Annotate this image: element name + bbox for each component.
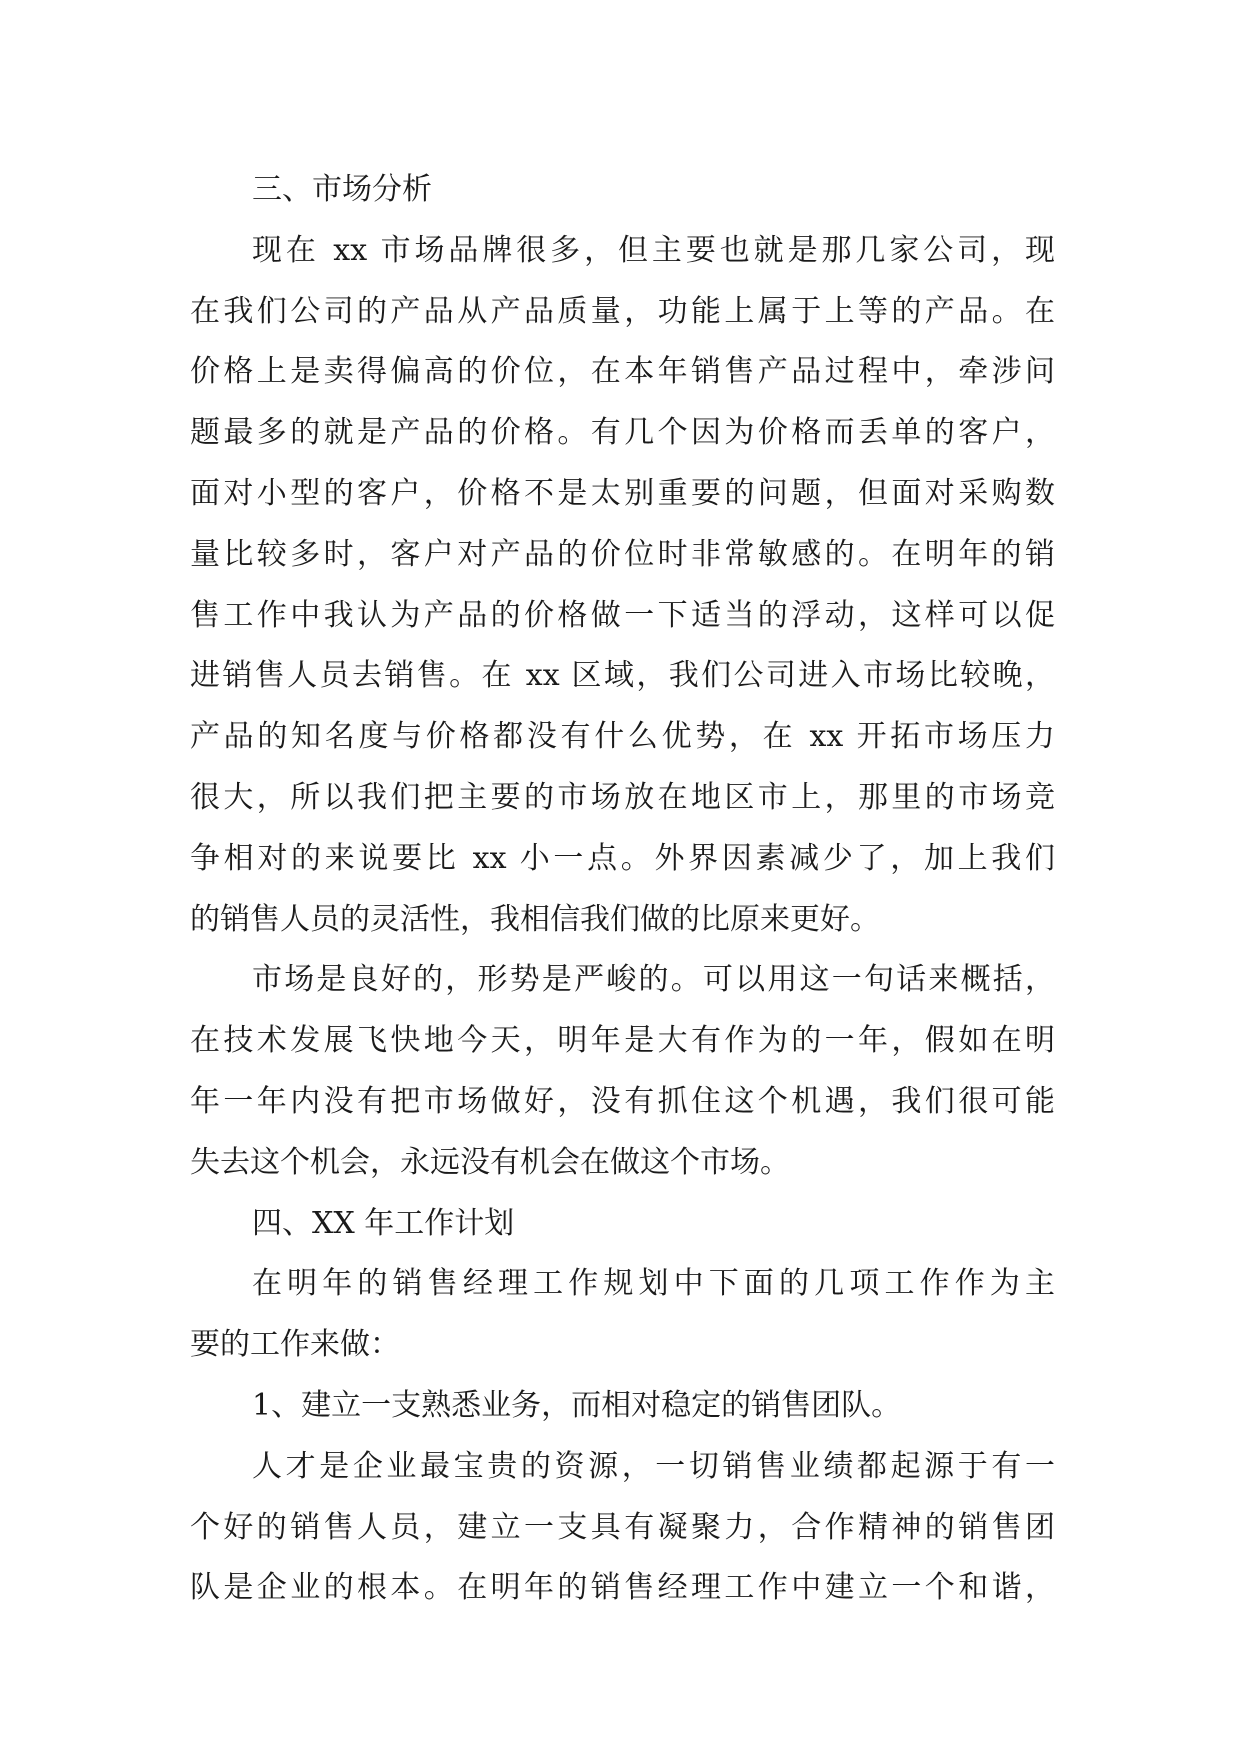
list-item-1: 1、建立一支熟悉业务，而相对稳定的销售团队。	[252, 1387, 902, 1423]
paragraph-line: 人才是企业最宝贵的资源，一切销售业绩都起源于有一	[252, 1448, 1055, 1484]
paragraph-line: 市场是良好的，形势是严峻的。可以用这一句话来概括，	[252, 962, 1055, 998]
paragraph-line: 在我们公司的产品从产品质量，功能上属于上等的产品。在	[190, 293, 1055, 329]
paragraph-line: 量比较多时，客户对产品的价位时非常敏感的。在明年的销	[190, 536, 1055, 572]
paragraph-line: 在明年的销售经理工作规划中下面的几项工作作为主	[252, 1266, 1055, 1302]
paragraph-line: 年一年内没有把市场做好，没有抓住这个机遇，我们很可能	[190, 1083, 1055, 1119]
paragraph-line: 个好的销售人员，建立一支具有凝聚力，合作精神的销售团	[190, 1509, 1055, 1545]
paragraph-line: 很大，所以我们把主要的市场放在地区市上，那里的市场竞	[190, 779, 1055, 815]
document-body	[190, 160, 1055, 1619]
paragraph-line: 售工作中我认为产品的价格做一下适当的浮动，这样可以促	[190, 597, 1055, 633]
paragraph-line: 争相对的来说要比 xx 小一点。外界因素减少了，加上我们	[190, 840, 1055, 876]
paragraph-line: 现在 xx 市场品牌很多，但主要也就是那几家公司，现	[252, 232, 1055, 268]
paragraph-line: 价格上是卖得偏高的价位，在本年销售产品过程中，牵涉问	[190, 354, 1055, 390]
paragraph-line: 失去这个机会，永远没有机会在做这个市场。	[190, 1144, 790, 1180]
paragraph-line: 面对小型的客户，价格不是太别重要的问题，但面对采购数	[190, 475, 1055, 511]
paragraph-line: 题最多的就是产品的价格。有几个因为价格而丢单的客户，	[190, 415, 1055, 451]
paragraph-line: 队是企业的根本。在明年的销售经理工作中建立一个和谐，	[190, 1570, 1055, 1606]
paragraph-line: 的销售人员的灵活性，我相信我们做的比原来更好。	[190, 901, 880, 937]
paragraph-line: 在技术发展飞快地今天，明年是大有作为的一年，假如在明	[190, 1023, 1055, 1059]
section-heading-work-plan: 四、XX 年工作计划	[252, 1205, 515, 1241]
paragraph-line: 要的工作来做：	[190, 1327, 400, 1363]
paragraph-line: 进销售人员去销售。在 xx 区域，我们公司进入市场比较晚，	[190, 658, 1055, 694]
section-heading-market-analysis: 三、市场分析	[252, 172, 432, 207]
paragraph-line: 产品的知名度与价格都没有什么优势，在 xx 开拓市场压力	[190, 719, 1055, 755]
